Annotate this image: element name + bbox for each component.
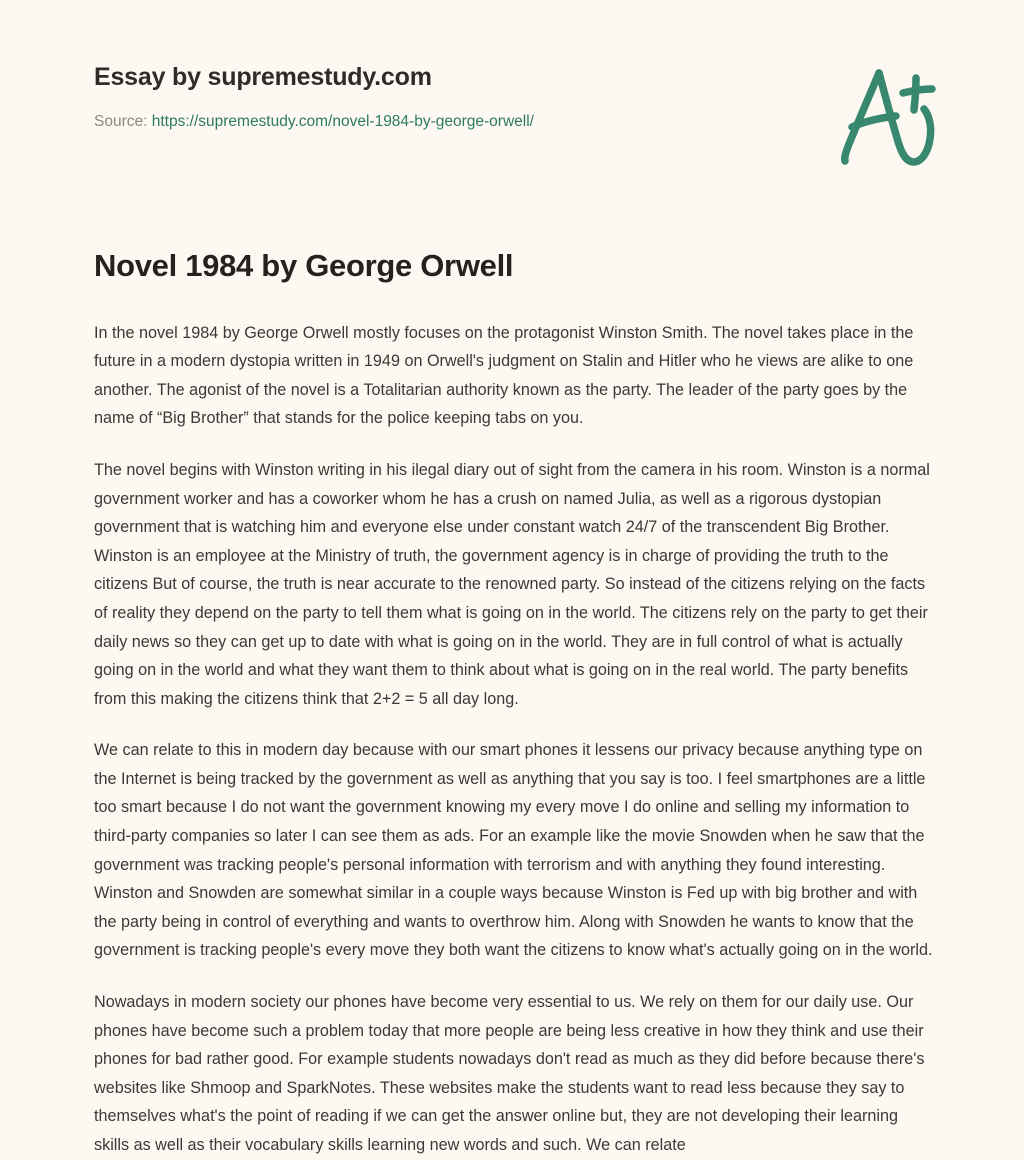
source-url-link[interactable]: https://supremestudy.com/novel-1984-by-george-orwell/ (151, 113, 534, 130)
source-line (94, 112, 734, 132)
page-title: Novel 1984 by George Orwell (94, 248, 514, 283)
a-plus-logo-icon (830, 58, 950, 173)
paragraph: We can relate to this in modern day because with our smart phones it lessens our privacy because anything type on the Internet is being tracked by the government as well as anything that you say is too. I feel smartphones are a little too smart because I do not want the government knowing my every move I do online and selling my information to third-party companies so later I can see them as ads. For an example like the movie Snowden when he saw that the government was tracking people's personal information with terrorism and with anything they found interesting. Winston and Snowden are somewhat similar in a couple ways because Winston is Fed up with big brother and with the party being in control of everything and wants to overthrow him. Along with Snowden he wants to know that the government is tracking people's every move they both want the citizens to know what's actually going on in the world. (94, 741, 933, 960)
page-header (0, 0, 1024, 200)
a-plus-logo[interactable] (830, 58, 950, 173)
essay-byline: Essay by supremestudy.com (94, 63, 432, 91)
paragraph: Nowadays in modern society our phones have become very essential to us. We rely on them for our daily use. Our phones have become such a problem today that more people are being less creative in how they think and use their phones for bad rather good. For example students nowadays don't read as much as they did before because there's websites like Shmoop and SparkNotes. These websites make the students want to read less because they say to themselves what's the point of reading if we can get the answer online but, they are not developing their learning skills as well as their vocabulary skills learning new words and such. We can relate (94, 993, 925, 1155)
paragraph: In the novel 1984 by George Orwell mostly focuses on the protagonist Winston Smith. The novel takes place in the future in a modern dystopia written in 1949 on Orwell's judgment on Stalin and Hitler who he views are alike to one another. The agonist of the novel is a Totalitarian authority known as the party. The leader of the party goes by the name of “Big Brother” that stands for the police keeping tabs on you. (94, 323, 914, 428)
source-label: Source: (94, 113, 148, 130)
article (94, 248, 936, 1160)
article-body (94, 319, 936, 1160)
paragraph: The novel begins with Winston writing in his ilegal diary out of sight from the camera in his room. Winston is a normal government worker and has a coworker whom he has a crush on named Julia, as well as a rigorous dystopian government that is watching him and everyone else under constant watch 24/7 of the transcendent Big Brother. Winston is an employee at the Ministry of truth, the government agency is in charge of providing the truth to the citizens But of course, the truth is near accurate to the renowned party. So instead of the citizens relying on the facts of reality they depend on the party to tell them what is going on in the world. The citizens rely on the party to get their daily news so they can get up to date with what is going on in the world. They are in full control of what is actually going on in the world and what they want them to think about what is going on in the real world. The party benefits from this making the citizens think that 2+2 = 5 all day long. (94, 460, 930, 708)
brand-block (94, 62, 734, 132)
